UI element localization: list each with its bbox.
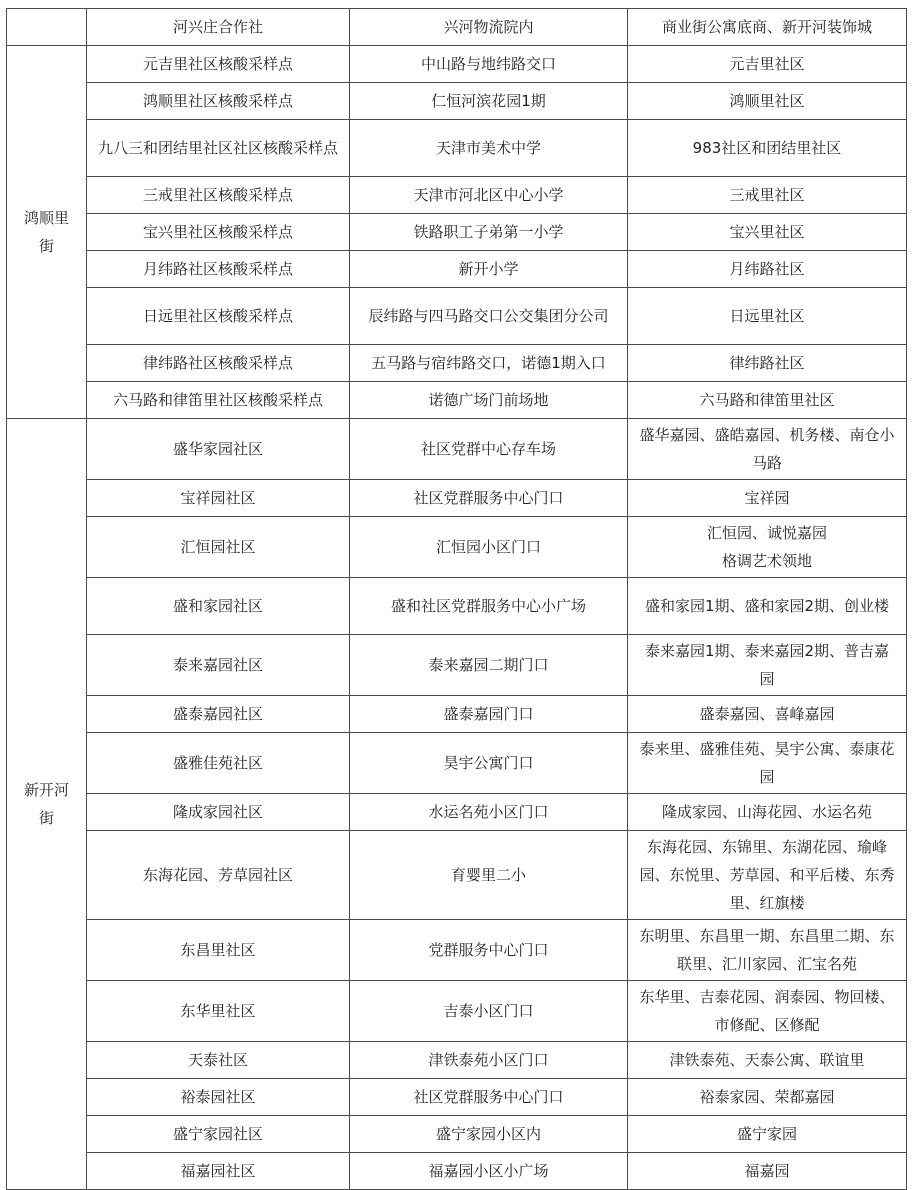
table-row [7, 831, 907, 920]
site-name-cell: 盛和家园社区 [87, 578, 350, 635]
table-row [7, 794, 907, 831]
table-row [7, 214, 907, 251]
coverage-cell: 东海花园、东锦里、东湖花园、瑜峰园、东悦里、芳草园、和平后楼、东秀里、红旗楼 [628, 831, 907, 920]
table-row [7, 177, 907, 214]
site-location-cell: 水运名苑小区门口 [350, 794, 628, 831]
site-name-cell: 裕泰园社区 [87, 1079, 350, 1116]
coverage-cell: 隆成家园、山海花园、水运名苑 [628, 794, 907, 831]
header-row [7, 9, 907, 46]
coverage-cell: 盛华嘉园、盛皓嘉园、机务楼、南仓小马路 [628, 419, 907, 480]
coverage-cell: 983社区和团结里社区 [628, 120, 907, 177]
coverage-cell: 泰来里、盛雅佳苑、昊宇公寓、泰康花园 [628, 733, 907, 794]
site-name-cell: 东华里社区 [87, 981, 350, 1042]
site-location-cell: 育婴里二小 [350, 831, 628, 920]
site-name-cell: 三戒里社区核酸采样点 [87, 177, 350, 214]
table-body [7, 9, 907, 1190]
header-cell-coverage: 商业街公寓底商、新开河装饰城 [628, 9, 907, 46]
site-location-cell: 铁路职工子弟第一小学 [350, 214, 628, 251]
site-name-cell: 泰来嘉园社区 [87, 635, 350, 696]
table-row [7, 1042, 907, 1079]
site-name-cell: 东昌里社区 [87, 920, 350, 981]
table-row [7, 635, 907, 696]
table-row [7, 83, 907, 120]
site-name-cell: 律纬路社区核酸采样点 [87, 345, 350, 382]
street-name-line: 街 [38, 237, 54, 255]
coverage-cell: 盛宁家园 [628, 1116, 907, 1153]
site-name-cell: 汇恒园社区 [87, 517, 350, 578]
site-name-cell: 盛泰嘉园社区 [87, 696, 350, 733]
coverage-cell: 律纬路社区 [628, 345, 907, 382]
table-row [7, 1079, 907, 1116]
site-name-cell: 鸿顺里社区核酸采样点 [87, 83, 350, 120]
site-name-cell: 天泰社区 [87, 1042, 350, 1079]
site-location-cell: 汇恒园小区门口 [350, 517, 628, 578]
table-row [7, 1153, 907, 1190]
table-row [7, 251, 907, 288]
street-name-cell [7, 46, 87, 419]
table-row [7, 46, 907, 83]
coverage-cell: 宝祥园 [628, 480, 907, 517]
site-name-cell: 月纬路社区核酸采样点 [87, 251, 350, 288]
coverage-cell: 日远里社区 [628, 288, 907, 345]
street-name-line: 鸿顺里 [23, 209, 69, 227]
site-location-cell: 新开小学 [350, 251, 628, 288]
coverage-cell: 元吉里社区 [628, 46, 907, 83]
sampling-sites-table [6, 8, 907, 1190]
coverage-cell: 津铁泰苑、天泰公寓、联谊里 [628, 1042, 907, 1079]
site-name-cell: 盛华家园社区 [87, 419, 350, 480]
coverage-cell: 汇恒园、诚悦嘉园 格调艺术领地 [628, 517, 907, 578]
coverage-cell: 宝兴里社区 [628, 214, 907, 251]
coverage-cell: 东华里、吉泰花园、润泰园、物回楼、市修配、区修配 [628, 981, 907, 1042]
coverage-cell: 福嘉园 [628, 1153, 907, 1190]
site-location-cell: 社区党群中心存车场 [350, 419, 628, 480]
site-location-cell: 辰纬路与四马路交口公交集团分公司 [350, 288, 628, 345]
site-location-cell: 仁恒河滨花园1期 [350, 83, 628, 120]
site-location-cell: 中山路与地纬路交口 [350, 46, 628, 83]
site-name-cell: 元吉里社区核酸采样点 [87, 46, 350, 83]
header-cell-location: 兴河物流院内 [350, 9, 628, 46]
table-row [7, 288, 907, 345]
table-row [7, 981, 907, 1042]
header-cell-site: 河兴庄合作社 [87, 9, 350, 46]
site-location-cell: 社区党群服务中心门口 [350, 480, 628, 517]
site-name-cell: 东海花园、芳草园社区 [87, 831, 350, 920]
site-name-cell: 盛宁家园社区 [87, 1116, 350, 1153]
site-location-cell: 五马路与宿纬路交口，诺德1期入口 [350, 345, 628, 382]
site-name-cell: 日远里社区核酸采样点 [87, 288, 350, 345]
site-location-cell: 党群服务中心门口 [350, 920, 628, 981]
site-location-cell: 诺德广场门前场地 [350, 382, 628, 419]
table-row [7, 733, 907, 794]
coverage-cell: 盛和家园1期、盛和家园2期、创业楼 [628, 578, 907, 635]
table-row [7, 1116, 907, 1153]
site-name-cell: 隆成家园社区 [87, 794, 350, 831]
table-row [7, 696, 907, 733]
site-location-cell: 泰来嘉园二期门口 [350, 635, 628, 696]
site-location-cell: 盛和社区党群服务中心小广场 [350, 578, 628, 635]
site-location-cell: 社区党群服务中心门口 [350, 1079, 628, 1116]
coverage-cell: 盛泰嘉园、喜峰嘉园 [628, 696, 907, 733]
table-row [7, 120, 907, 177]
site-name-cell: 六马路和律笛里社区核酸采样点 [87, 382, 350, 419]
site-location-cell: 天津市河北区中心小学 [350, 177, 628, 214]
site-name-cell: 宝祥园社区 [87, 480, 350, 517]
coverage-cell: 泰来嘉园1期、泰来嘉园2期、普吉嘉园 [628, 635, 907, 696]
table-row [7, 517, 907, 578]
coverage-cell: 三戒里社区 [628, 177, 907, 214]
street-name-cell [7, 419, 87, 1190]
table-row [7, 345, 907, 382]
site-location-cell: 吉泰小区门口 [350, 981, 628, 1042]
site-name-cell: 福嘉园社区 [87, 1153, 350, 1190]
table-row [7, 578, 907, 635]
coverage-cell: 东明里、东昌里一期、东昌里二期、东联里、汇川家园、汇宝名苑 [628, 920, 907, 981]
site-location-cell: 昊宇公寓门口 [350, 733, 628, 794]
table-row [7, 382, 907, 419]
site-location-cell: 天津市美术中学 [350, 120, 628, 177]
street-name-line: 新开河 [23, 781, 69, 799]
table-row [7, 419, 907, 480]
header-cell-street [7, 9, 87, 46]
table-row [7, 480, 907, 517]
coverage-cell: 月纬路社区 [628, 251, 907, 288]
site-location-cell: 津铁泰苑小区门口 [350, 1042, 628, 1079]
street-name-line: 街 [38, 809, 54, 827]
site-location-cell: 盛宁家园小区内 [350, 1116, 628, 1153]
site-location-cell: 福嘉园小区小广场 [350, 1153, 628, 1190]
coverage-cell: 六马路和律笛里社区 [628, 382, 907, 419]
table-row [7, 920, 907, 981]
coverage-cell: 鸿顺里社区 [628, 83, 907, 120]
site-location-cell: 盛泰嘉园门口 [350, 696, 628, 733]
site-name-cell: 宝兴里社区核酸采样点 [87, 214, 350, 251]
site-name-cell: 盛雅佳苑社区 [87, 733, 350, 794]
coverage-cell: 裕泰家园、荣都嘉园 [628, 1079, 907, 1116]
site-name-cell: 九八三和团结里社区社区核酸采样点 [87, 120, 350, 177]
